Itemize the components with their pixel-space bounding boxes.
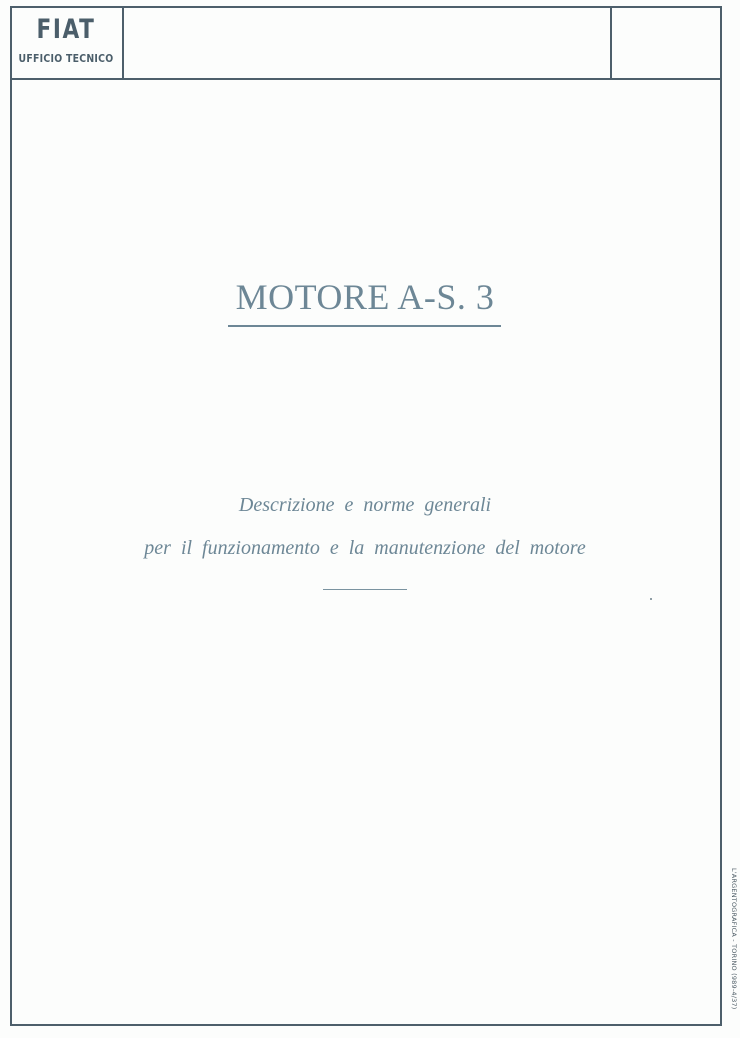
separator-rule bbox=[323, 589, 407, 590]
subtitle-line-2: per il funzionamento e la manutenzione del motore bbox=[144, 537, 586, 559]
paper-speck bbox=[650, 598, 652, 600]
document-title: MOTORE A-S. 3 bbox=[235, 277, 495, 317]
title-underline bbox=[228, 325, 501, 327]
fiat-logo: FIAT bbox=[36, 14, 96, 45]
subtitle-line-1: Descrizione e norme generali bbox=[238, 494, 492, 516]
title-block-right-cell bbox=[612, 6, 718, 78]
title-block-middle-cell bbox=[124, 6, 612, 78]
printer-imprint: L'ARGENTOGRAFICA - TORINO (989-4/37) bbox=[730, 868, 738, 1010]
title-block bbox=[10, 6, 722, 80]
department-label: UFFICIO TECNICO bbox=[18, 52, 114, 65]
title-block-logo-cell bbox=[10, 6, 124, 78]
